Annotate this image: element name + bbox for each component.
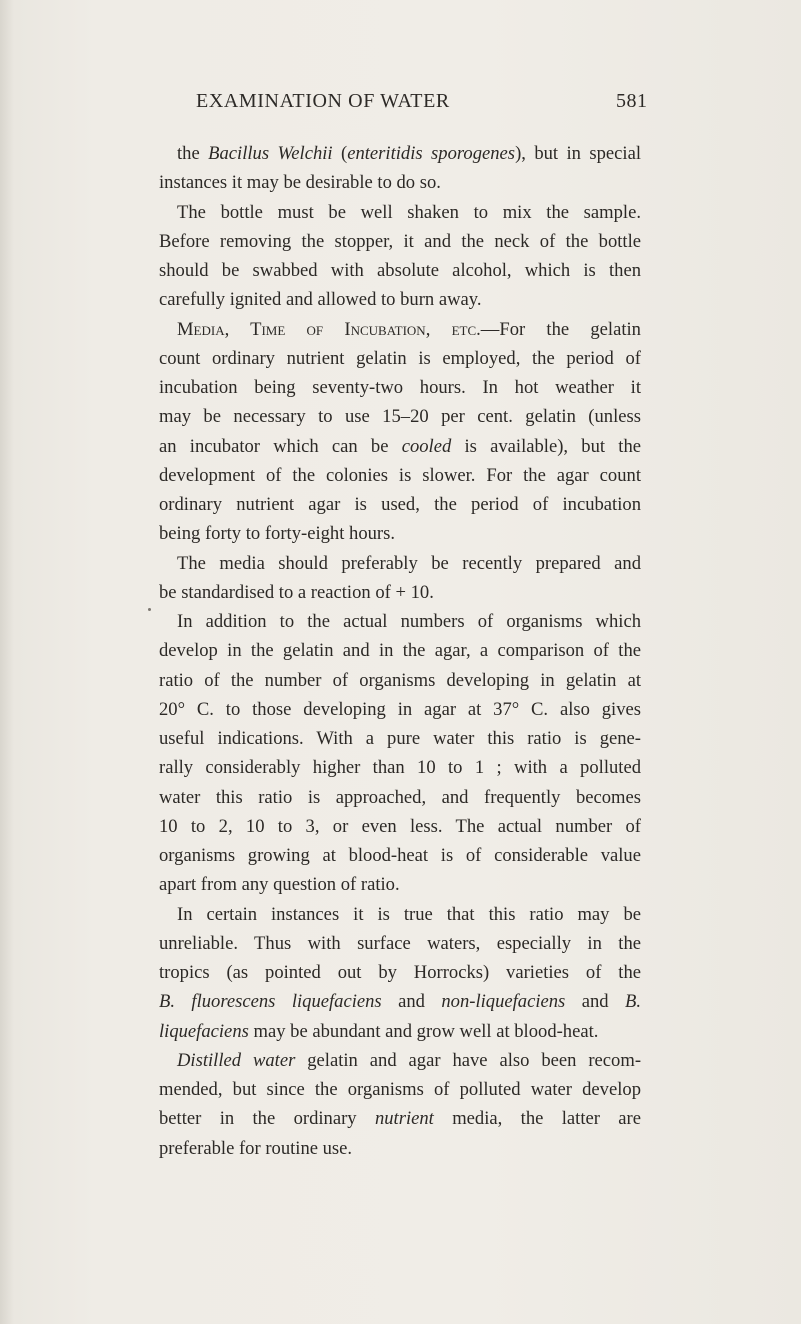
- text-line: [159, 139, 641, 168]
- text-line: [159, 549, 641, 578]
- page-number: 581: [616, 90, 648, 112]
- page-edge-shadow: [0, 0, 14, 1324]
- text-line: [159, 344, 641, 373]
- text-run: tropics (as pointed out by Horrocks) varieties of the: [159, 962, 641, 983]
- text-line: [159, 900, 641, 929]
- text-run: be standardised to a reaction of + 10.: [159, 581, 434, 603]
- text-line: [159, 695, 641, 724]
- text-line: [159, 490, 641, 519]
- text-run: incubation being seventy-two hours. In hot weather it: [159, 377, 641, 398]
- text-run: unreliable. Thus with surface waters, especially in the: [159, 932, 641, 954]
- text-line: [159, 1046, 641, 1075]
- text-run: The bottle must be well shaken to mix the sample.: [177, 201, 641, 223]
- page-header: [0, 90, 801, 120]
- italic-term: Bacillus Welchii: [208, 143, 333, 164]
- text-line: [159, 958, 641, 987]
- text-run: should be swabbed with absolute alcohol, which is then: [159, 260, 641, 281]
- italic-term: B. fluorescens liquefaciens: [159, 991, 382, 1013]
- text-line: [159, 519, 641, 548]
- text-run: instances it may be desirable to do so.: [159, 172, 441, 194]
- text-run: develop in the gelatin and in the agar, a comparison of the: [159, 640, 641, 662]
- text-line: [159, 783, 641, 812]
- text-run: gelatin and agar have also been recom-: [295, 1049, 642, 1071]
- italic-term: liquefaciens: [159, 1020, 249, 1042]
- text-line: [159, 607, 641, 636]
- text-line: [159, 198, 641, 227]
- margin-speck: [148, 608, 151, 611]
- text-run: water this ratio is approached, and frequently becomes: [159, 786, 641, 808]
- italic-term: B.: [624, 991, 641, 1013]
- text-run: 20° C. to those developing in agar at 37° C. also gives: [159, 698, 641, 720]
- text-line: [159, 227, 641, 256]
- running-head: EXAMINATION OF WATER: [196, 90, 450, 112]
- text-line: [159, 870, 641, 899]
- text-run: In certain instances it is true that this ratio may be: [177, 903, 641, 925]
- text-line: [159, 929, 641, 958]
- text-line: [159, 753, 641, 782]
- text-run: development of the colonies is slower. For the agar count: [159, 464, 641, 486]
- text-run: the: [177, 143, 209, 164]
- text-run: an incubator which can be: [159, 435, 402, 457]
- text-line: [159, 285, 641, 314]
- text-run: (: [332, 143, 348, 164]
- text-line: [159, 168, 641, 197]
- text-run: apart from any question of ratio.: [159, 874, 400, 896]
- text-line: [159, 987, 641, 1016]
- section-heading: Media, Time of Incubation, etc.: [177, 318, 481, 340]
- text-line: [159, 724, 641, 753]
- text-line: [159, 315, 641, 344]
- text-run: rally considerably higher than 10 to 1 ; with a polluted: [159, 757, 641, 779]
- text-line: [159, 636, 641, 665]
- text-run: carefully ignited and allowed to burn away.: [159, 289, 482, 311]
- text-run: better in the ordinary: [159, 1108, 375, 1130]
- text-run: may be abundant and grow well at blood-heat.: [248, 1020, 599, 1042]
- italic-term: non-liquefaciens: [441, 991, 566, 1013]
- text-line: [159, 1017, 641, 1046]
- body-text: [159, 139, 641, 1163]
- text-line: [159, 666, 641, 695]
- text-run: ordinary nutrient agar is used, the period of incubation: [159, 494, 641, 515]
- text-run: —For the gelatin: [480, 318, 641, 340]
- text-run: media, the latter are: [433, 1108, 641, 1130]
- text-run: is available), but the: [451, 435, 641, 457]
- text-run: and: [565, 991, 625, 1013]
- text-run: being forty to forty-eight hours.: [159, 523, 395, 545]
- text-line: [159, 841, 641, 870]
- text-run: useful indications. With a pure water this ratio is gene-: [159, 728, 641, 749]
- text-run: may be necessary to use 15–20 per cent. gelatin (unless: [159, 406, 641, 428]
- text-line: [159, 812, 641, 841]
- text-run: ratio of the number of organisms developing in gelatin at: [159, 669, 641, 691]
- text-run: count ordinary nutrient gelatin is employed, the period of: [159, 347, 641, 369]
- text-run: The media should preferably be recently prepared and: [177, 552, 641, 574]
- text-run: preferable for routine use.: [159, 1137, 353, 1159]
- text-line: [159, 1134, 641, 1163]
- italic-term: Distilled water: [177, 1049, 296, 1071]
- text-line: [159, 402, 641, 431]
- text-line: [159, 578, 641, 607]
- text-line: [159, 1075, 641, 1104]
- text-run: mended, but since the organisms of polluted water develop: [159, 1079, 641, 1100]
- italic-term: nutrient: [374, 1108, 434, 1130]
- italic-term: cooled: [401, 435, 452, 457]
- text-run: In addition to the actual numbers of organisms which: [177, 611, 641, 632]
- italic-term: enteritidis sporogenes: [347, 143, 516, 164]
- text-line: [159, 373, 641, 402]
- text-run: organisms growing at blood-heat is of considerable value: [159, 845, 641, 866]
- text-line: [159, 256, 641, 285]
- text-run: 10 to 2, 10 to 3, or even less. The actual number of: [159, 815, 641, 837]
- text-run: Before removing the stopper, it and the neck of the bottle: [159, 230, 641, 252]
- text-run: and: [381, 991, 442, 1013]
- text-line: [159, 432, 641, 461]
- text-run: ), but in special: [515, 143, 642, 164]
- text-line: [159, 1104, 641, 1133]
- text-line: [159, 461, 641, 490]
